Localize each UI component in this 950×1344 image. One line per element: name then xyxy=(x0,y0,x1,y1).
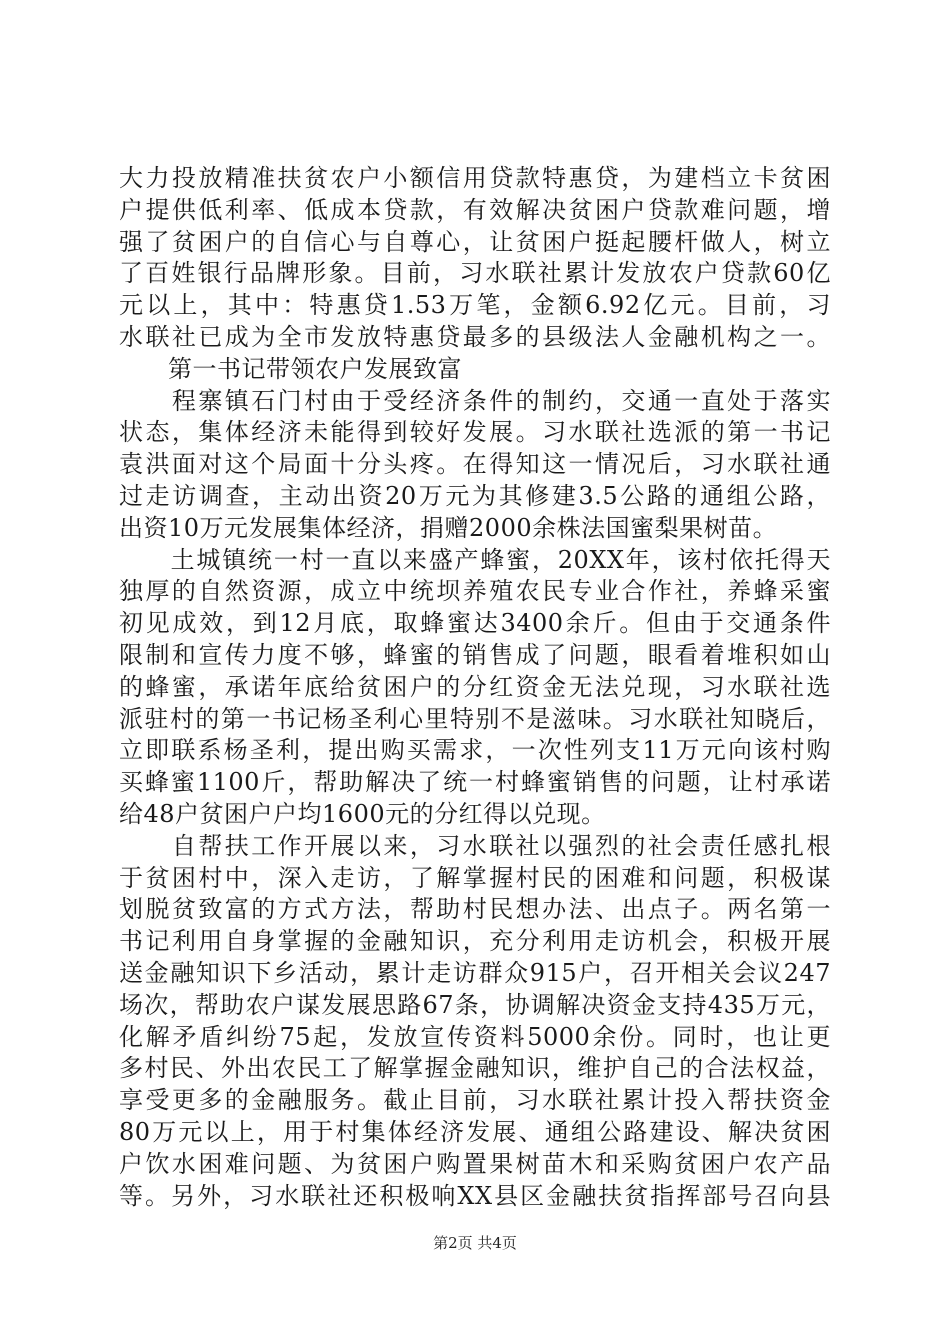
text-line: 的蜂蜜，承诺年底给贫困户的分红资金无法兑现，习水联社选 xyxy=(119,672,831,701)
section-heading: 第一书记带领农户发展致富 xyxy=(119,354,462,383)
text-line: 划脱贫致富的方式方法，帮助村民想办法、出点子。两名第一 xyxy=(119,895,831,924)
text-line: 限制和宣传力度不够，蜂蜜的销售成了问题，眼看着堆积如山 xyxy=(119,640,831,669)
text-line: 水联社已成为全市发放特惠贷最多的县级法人金融机构之一。 xyxy=(119,322,831,351)
text-line: 于贫困村中，深入走访，了解掌握村民的困难和问题，积极谋 xyxy=(119,863,831,892)
text-line: 强了贫困户的自信心与自尊心，让贫困户挺起腰杆做人，树立 xyxy=(119,227,831,256)
text-line: 独厚的自然资源，成立中统坝养殖农民专业合作社，养蜂采蜜 xyxy=(119,577,831,606)
text-line: 多村民、外出农民工了解掌握金融知识，维护自己的合法权益， xyxy=(119,1054,831,1083)
text-line: 户饮水困难问题、为贫困户购置果树苗木和采购贫困户农产品 xyxy=(119,1149,831,1178)
text-line: 80万元以上，用于村集体经济发展、通组公路建设、解决贫困 xyxy=(119,1117,831,1146)
body-text xyxy=(119,163,831,1212)
text-line: 初见成效，到12月底，取蜂蜜达3400余斤。但由于交通条件 xyxy=(119,609,831,638)
text-line: 土城镇统一村一直以来盛产蜂蜜，20XX年，该村依托得天 xyxy=(119,545,831,574)
page-number-footer: 第2页 共4页 xyxy=(433,1234,517,1252)
text-line: 了百姓银行品牌形象。目前，习水联社累计发放农户贷款60亿 xyxy=(119,259,831,288)
text-line: 过走访调查，主动出资20万元为其修建3.5公路的通组公路， xyxy=(119,481,831,510)
text-line: 程寨镇石门村由于受经济条件的制约，交通一直处于落实 xyxy=(119,386,831,415)
text-line: 化解矛盾纠纷75起，发放宣传资料5000余份。同时，也让更 xyxy=(119,1022,831,1051)
text-line: 出资10万元发展集体经济，捐赠2000余株法国蜜梨果树苗。 xyxy=(119,513,778,542)
text-line: 买蜂蜜1100斤，帮助解决了统一村蜂蜜销售的问题，让村承诺 xyxy=(119,768,831,797)
text-line: 元以上，其中：特惠贷1.53万笔，金额6.92亿元。目前，习 xyxy=(119,291,831,320)
text-line: 立即联系杨圣利，提出购买需求，一次性列支11万元向该村购 xyxy=(119,736,831,765)
text-line: 享受更多的金融服务。截止目前，习水联社累计投入帮扶资金 xyxy=(119,1086,831,1115)
text-line: 送金融知识下乡活动，累计走访群众915户，召开相关会议247 xyxy=(119,958,831,987)
text-line: 大力投放精准扶贫农户小额信用贷款特惠贷，为建档立卡贫困 xyxy=(119,164,831,192)
text-line: 户提供低利率、低成本贷款，有效解决贫困户贷款难问题，增 xyxy=(119,195,831,224)
text-line: 派驻村的第一书记杨圣利心里特别不是滋味。习水联社知晓后， xyxy=(119,704,831,733)
text-line: 场次，帮助农户谋发展思路67条，协调解决资金支持435万元， xyxy=(119,990,831,1019)
text-line: 袁洪面对这个局面十分头疼。在得知这一情况后，习水联社通 xyxy=(119,450,831,479)
text-line: 自帮扶工作开展以来，习水联社以强烈的社会责任感扎根 xyxy=(119,831,831,860)
text-line: 等。另外，习水联社还积极响XX县区金融扶贫指挥部号召向县 xyxy=(119,1181,831,1210)
text-line: 给48户贫困户户均1600元的分红得以兑现。 xyxy=(119,799,606,828)
text-line: 书记利用自身掌握的金融知识，充分利用走访机会，积极开展 xyxy=(119,927,831,956)
text-line: 状态，集体经济未能得到较好发展。习水联社选派的第一书记 xyxy=(119,418,831,447)
